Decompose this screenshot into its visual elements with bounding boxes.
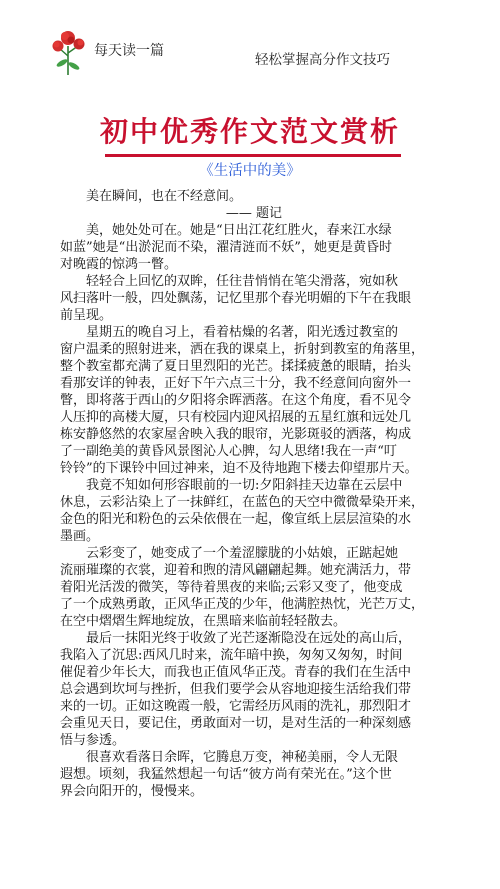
essay-line: 流丽璀璨的衣裳，迎着和煦的清风翩翩起舞。她充满活力，带 <box>60 563 412 578</box>
page-header <box>0 0 500 84</box>
red-flowers-icon <box>50 26 86 76</box>
essay-line: 总会遇到坎坷与挫折，但我们要学会从容地迎接生活给我们带 <box>60 682 412 697</box>
essay-line: 会重见天日，要记住，勇敢面对一切，是对生活的一种深刻感 <box>60 716 412 731</box>
essay-line: 风扫落叶一般，四处飘荡，记忆里那个春光明媚的下午在我眼 <box>60 291 412 306</box>
essay-line: 催促着少年长大，而我也正值风华正茂。青春的我们在生活中 <box>60 665 412 680</box>
title-underline <box>105 154 401 157</box>
title-area <box>0 112 500 152</box>
page-title: 初中优秀作文范文赏析 <box>99 115 400 148</box>
essay-line: 很喜欢看落日余晖，它腾息万变，神秘美丽，令人无限 <box>86 750 399 765</box>
essay-line: 铃铃”的下课铃中回过神来，迫不及待地跑下楼去仰望那片天。 <box>60 461 418 476</box>
essay-line: 瞥，即将落于西山的夕阳将余晖洒落。在这个角度，看不见令 <box>60 393 412 408</box>
essay-line: 云彩变了，她变成了一个羞涩朦胧的小姑娘，正踮起她 <box>86 546 399 561</box>
essay-line: 如蓝”她是“出淤泥而不染，濯清涟而不妖”，她更是黄昏时 <box>60 240 392 255</box>
essay-line: 美，她处处可在。她是“日出江花红胜火，春来江水绿 <box>86 223 392 238</box>
essay-body <box>60 188 448 800</box>
essay-line: 遐想。顷刻，我猛然想起一句话“彼方尚有荣光在。”这个世 <box>60 767 392 782</box>
essay-line: 我竟不知如何形容眼前的一切:夕阳斜挂天边靠在云层中 <box>86 478 403 493</box>
essay-title: 《生活中的美》 <box>199 163 301 179</box>
epigraph-credit: —— 题记 <box>225 206 283 221</box>
essay-line: 星期五的晚自习上，看着枯燥的名著，阳光透过教室的 <box>86 325 399 340</box>
essay-line: 来的一切。正如这晚霞一般，它需经历风雨的洗礼，那烈阳才 <box>60 699 412 714</box>
essay-line: 我陷入了沉思:西风几时来，流年暗中换，匆匆又匆匆，时间 <box>60 648 403 663</box>
epigraph: 美在瞬间，也在不经意间。 <box>86 189 243 204</box>
essay-line: 看那安详的钟表，正好下午六点三十分，我不经意间向窗外一 <box>60 376 412 391</box>
essay-line: 窗户温柔的照射进来，洒在我的课桌上，折射到教室的角落里， <box>60 342 425 357</box>
essay-line: 了一个成熟勇敢，正风华正茂的少年，他满腔热忱，光芒万丈， <box>60 597 425 612</box>
brand-name: 每天读一篇 <box>94 43 164 59</box>
essay-line: 最后一抹阳光终于收敛了光芒逐渐隐没在远处的高山后， <box>86 631 412 646</box>
essay-line: 墨画。 <box>60 529 100 544</box>
essay-paragraphs <box>60 222 448 800</box>
essay-line: 着阳光活泼的微笑，等待着黑夜的来临;云彩又变了，他变成 <box>60 580 403 595</box>
essay-line: 人压抑的高楼大厦，只有校园内迎风招展的五星红旗和远处几 <box>60 410 412 425</box>
essay-line: 对晚霞的惊鸿一瞥。 <box>60 257 178 272</box>
essay-line: 整个教室都充满了夏日里烈阳的光芒。揉揉疲惫的眼睛，抬头 <box>60 359 412 374</box>
essay-line: 界会向阳开的，慢慢来。 <box>60 784 204 799</box>
essay-line: 休息，云彩沾染上了一抹鲜红，在蓝色的天空中微微晕染开来， <box>60 495 425 510</box>
essay-line: 轻轻合上回忆的双眸，任往昔悄悄在笔尖滑落，宛如秋 <box>86 274 399 289</box>
essay-line: 了一副绝美的黄昏风景图沁人心脾，勾人思绪!我在一声“叮 <box>60 444 397 459</box>
essay-line: 栋安静悠然的农家屋舍映入我的眼帘，光影斑驳的洒落，构成 <box>60 427 412 442</box>
essay-line: 前呈现。 <box>60 308 113 323</box>
essay-line: 金色的阳光和粉色的云朵依偎在一起，像宣纸上层层渲染的水 <box>60 512 412 527</box>
essay-line: 在空中熠熠生辉地绽放，在黑暗来临前轻轻散去。 <box>60 614 347 629</box>
header-tagline: 轻松掌握高分作文技巧 <box>255 52 390 68</box>
essay-line: 悟与参透。 <box>60 733 126 748</box>
